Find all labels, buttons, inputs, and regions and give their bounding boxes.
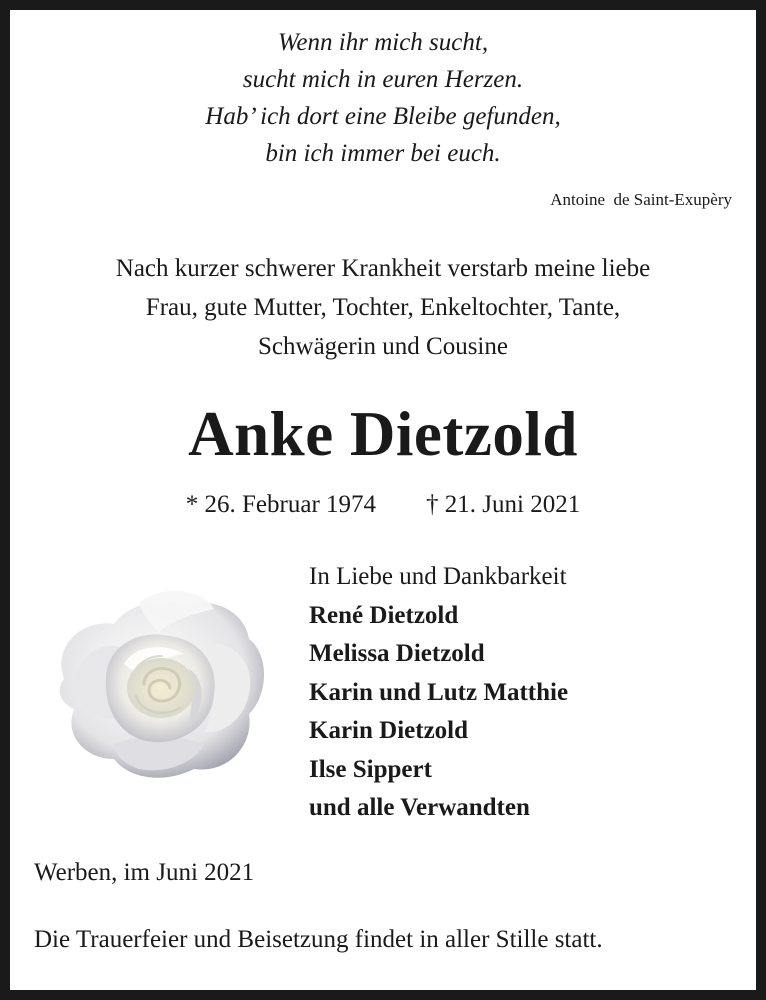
white-rose-icon [44,584,274,784]
mourners-lead: In Liebe und Dankbarkeit [309,563,567,590]
poem-line: sucht mich in euren Herzen. [242,66,524,93]
intro-line: Schwägerin und Cousine [258,333,508,360]
mourner-name: Melissa Dietzold [309,640,485,667]
life-dates [0,487,766,523]
intro-text [0,249,766,366]
mourner-name: Karin und Lutz Matthie [309,678,569,706]
mourner-name: René Dietzold [309,601,459,629]
deceased-name: Anke Dietzold [188,399,578,469]
poem [0,24,766,172]
mourner-name: Ilse Sippert [309,755,432,783]
poem-line: Wenn ihr mich sucht, [277,29,489,56]
birth-date: * 26. Februar 1974 [185,491,377,518]
funeral-note: Die Trauerfeier und Beisetzung findet in aller Stille statt. [34,926,603,953]
poem-author: Antoine de Saint-Exupèry [550,190,732,209]
intro-line: Nach kurzer schwerer Krankheit verstarb meine liebe [115,255,651,282]
mourners-list [309,558,568,828]
place-date: Werben, im Juni 2021 [34,859,255,886]
mourner-name: und alle Verwandten [309,794,530,821]
poem-line: Hab’ ich dort eine Bleibe gefunden, [205,103,561,130]
mourner-name: Karin Dietzold [309,717,469,744]
death-date: † 21. Juni 2021 [426,491,581,518]
poem-line: bin ich immer bei euch. [265,140,501,167]
intro-line: Frau, gute Mutter, Tochter, Enkeltochter, Tante, [145,294,621,321]
